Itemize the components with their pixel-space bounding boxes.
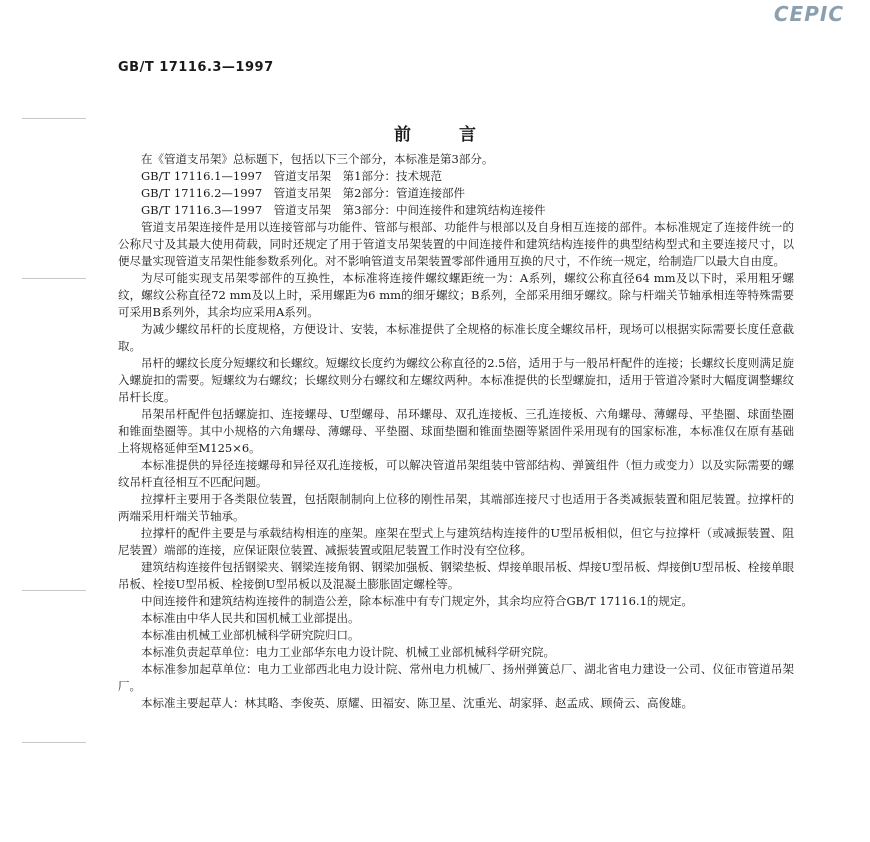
document-body	[118, 151, 794, 712]
paragraph: 中间连接件和建筑结构连接件的制造公差，除本标准中有专门规定外，其余均应符合GB/T 17116.1的规定。	[141, 594, 693, 608]
page-title: 前言	[394, 125, 524, 145]
paragraph: 本标准负责起草单位：电力工业部华东电力设计院、机械工业部机械科学研究院。	[141, 645, 555, 659]
paragraph: 本标准参加起草单位：电力工业部西北电力设计院、常州电力机械厂、扬州弹簧总厂、湖北省电力建设一公司、仪征市管道吊架厂。	[118, 662, 794, 693]
paragraph: 在《管道支吊架》总标题下，包括以下三个部分，本标准是第3部分。	[141, 152, 494, 166]
paragraph: 本标准提供的异径连接螺母和异径双孔连接板，可以解决管道吊架组装中管部结构、弹簧组件（恒力或变力）以及实际需要的螺纹吊杆直径相互不匹配问题。	[118, 458, 794, 489]
left-margin-rule	[22, 590, 86, 591]
standard-list-item: GB/T 17116.1—1997 管道支吊架 第1部分：技术规范	[141, 169, 442, 183]
paragraph: 管道支吊架连接件是用以连接管部与功能件、管部与根部、功能件与根部以及自身相互连接的部件。本标准规定了连接件统一的公称尺寸及其最大使用荷载，同时还规定了用于管道支吊架装置的中间连接件和建筑结构连接件的典型结构型式和主要连接尺寸，以便尽量实现管道支吊架性能参数系列化。对不影响管道支吊架装置零部件通用互换的尺寸，不作统一规定，给制造厂以最大自由度。	[118, 220, 794, 268]
paragraph: 拉撑杆主要用于各类限位装置，包括限制制向上位移的刚性吊架，其端部连接尺寸也适用于各类减振装置和阻尼装置。拉撑杆的两端采用杆端关节轴承。	[118, 492, 794, 523]
paragraph: 建筑结构连接件包括钢梁夹、钢梁连接角钢、钢梁加强板、钢梁垫板、焊接单眼吊板、焊接U型吊板、焊接倒U型吊板、栓接单眼吊板、栓接U型吊板、栓接倒U型吊板以及混凝土膨胀固定螺栓等。	[118, 560, 794, 591]
standard-list-item: GB/T 17116.3—1997 管道支吊架 第3部分：中间连接件和建筑结构连接件	[141, 203, 546, 217]
paragraph: 为减少螺纹吊杆的长度规格，方便设计、安装，本标准提供了全规格的标准长度全螺纹吊杆，现场可以根据实际需要长度任意截取。	[118, 322, 794, 353]
paragraph: 本标准由机械工业部机械科学研究院归口。	[141, 628, 360, 642]
left-margin-rule	[22, 278, 86, 279]
paragraph: 吊架吊杆配件包括螺旋扣、连接螺母、U型螺母、吊环螺母、双孔连接板、三孔连接板、六角螺母、薄螺母、平垫圈、球面垫圈和锥面垫圈等。其中小规格的六角螺母、薄螺母、平垫圈、球面垫圈和锥面垫圈等紧固件采用现有的国家标准，本标准仅在原有基础上将规格延伸至M125×6。	[118, 407, 794, 455]
paragraph: 本标准主要起草人：林其略、李俊英、原耀、田福安、陈卫星、沈重光、胡家驿、赵孟成、顾倚云、高俊雄。	[141, 696, 693, 710]
publisher-logo: CEPIC	[773, 2, 844, 26]
paragraph: 拉撑杆的配件主要是与承载结构相连的座架。座架在型式上与建筑结构连接件的U型吊板相似，但它与拉撑杆（或减振装置、阻尼装置）端部的连接，应保证限位装置、减振装置或阻尼装置工作时没有空位移。	[118, 526, 794, 557]
paragraph: 为尽可能实现支吊架零部件的互换性，本标准将连接件螺纹螺距统一为：A系列，螺纹公称直径64 mm及以下时，采用粗牙螺纹，螺纹公称直径72 mm及以上时，采用螺距为6 mm的细牙螺纹；B系列，全部采用细牙螺纹。除与杆端关节轴承相连等特殊需要可采用B系列外，其余均应采用A系列。	[118, 271, 794, 319]
standard-list-item: GB/T 17116.2—1997 管道支吊架 第2部分：管道连接部件	[141, 186, 465, 200]
left-margin-rule	[22, 742, 86, 743]
paragraph: 本标准由中华人民共和国机械工业部提出。	[141, 611, 360, 625]
document-code: GB/T 17116.3—1997	[118, 60, 274, 75]
left-margin-rule	[22, 118, 86, 119]
paragraph: 吊杆的螺纹长度分短螺纹和长螺纹。短螺纹长度约为螺纹公称直径的2.5倍，适用于与一般吊杆配件的连接；长螺纹长度则满足旋入螺旋扣的需要。短螺纹为右螺纹；长螺纹则分右螺纹和左螺纹两种。本标准提供的长型螺旋扣，适用于管道冷紧时大幅度调整螺纹吊杆长度。	[118, 356, 794, 404]
